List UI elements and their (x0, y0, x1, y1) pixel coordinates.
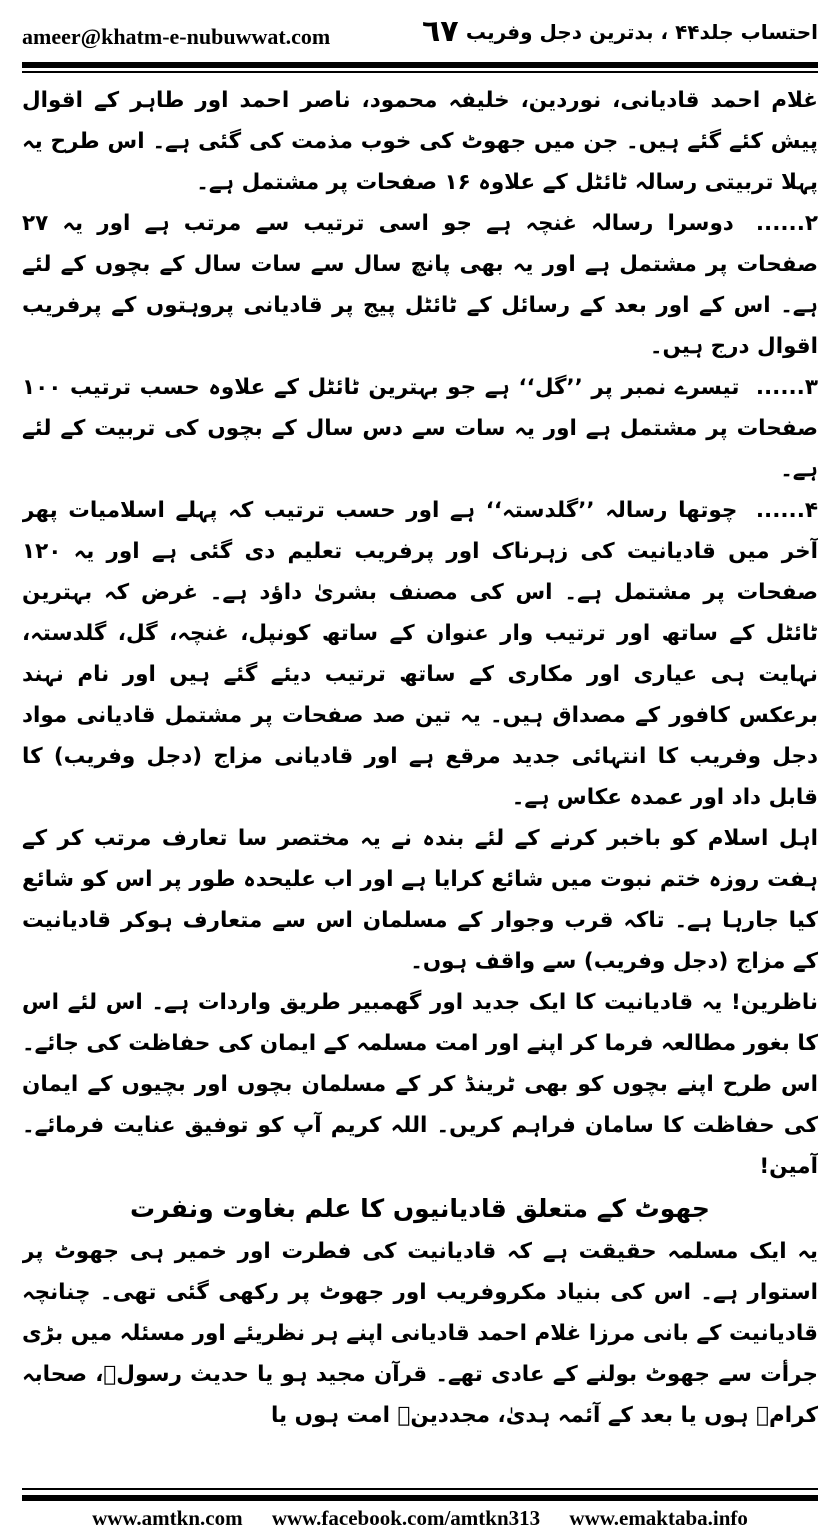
footer-rule-thick (22, 1495, 818, 1501)
section-heading: جھوٹ کے متعلق قادیانیوں کا علم بغاوت ونفرت (130, 1194, 710, 1223)
page-header (22, 14, 818, 58)
item-number: ۴...... (755, 498, 818, 523)
page-body (22, 80, 818, 1460)
page-number: ٦٧ (422, 14, 459, 49)
header-rule-thin (22, 71, 818, 73)
item-text: دوسرا رسالہ غنچہ ہے جو اسی ترتیب سے مرتب ہے اور یہ ۲۷ صفحات پر مشتمل ہے اور یہ بھی پانچ سال سے سات سال کے بچوں کے لئے ہے۔ اس کے اور بعد کے رسائل کے ٹائٹل پیج پر قادیانی پروہتوں کے پرفریب اقوال درج ہیں۔ (22, 211, 818, 359)
item-number: ۳...... (755, 375, 818, 400)
item-number: ۲...... (755, 211, 818, 236)
running-title: احتساب جلد۴۴ ، بدترین دجل وفریب (465, 20, 818, 44)
page-footer (22, 1506, 818, 1531)
footer-link-amtkn[interactable]: www.amtkn.com (92, 1506, 243, 1530)
item-text: تیسرے نمبر پر ’’گل‘‘ ہے جو بہترین ٹائٹل کے علاوہ حسب ترتیب ۱۰۰ صفحات پر مشتمل ہے اور یہ سات سے دس سال کے بچوں کی تربیت کے لئے ہے۔ (22, 375, 818, 482)
body-paragraph: ناظرین! یہ قادیانیت کا ایک جدید اور گھمبیر طریق واردات ہے۔ اس لئے اس کا بغور مطالعہ فرما کر اپنے اور امت مسلمہ کے ایمان کی حفاظت کی جائے۔ اس طرح اپنے بچوں کو بھی ٹرینڈ کر کے مسلمان بچوں اور بچیوں کے ایمان کی حفاظت کا سامان فراہم کریں۔ اللہ کریم آپ کو توفیق عنایت فرمائے۔ آمین! (22, 990, 818, 1179)
body-paragraph: غلام احمد قادیانی، نوردین، خلیفہ محمود، ناصر احمد اور طاہر کے اقوال پیش کئے گئے ہیں۔ جن میں جھوٹ کی خوب مذمت کی گئی ہے۔ اس طرح یہ پہلا تربیتی رسالہ ٹائٹل کے علاوہ ۱۶ صفحات پر مشتمل ہے۔ (22, 88, 818, 195)
list-item (22, 367, 818, 490)
footer-rule-thin (22, 1488, 818, 1490)
list-item (22, 490, 818, 818)
header-email: ameer@khatm-e-nubuwwat.com (22, 24, 331, 49)
body-paragraph: یہ ایک مسلمہ حقیقت ہے کہ قادیانیت کی فطرت اور خمیر ہی جھوٹ پر استوار ہے۔ اس کی بنیاد مکروفریب اور جھوٹ پر رکھی گئی تھی۔ چنانچہ قادیانیت کے بانی مرزا غلام احمد قادیانی اپنے ہر نظریئے اور مسئلہ میں بڑی جرأت سے جھوٹ بولنے کے عادی تھے۔ قرآن مجید ہو یا حدیث رسولؐ، صحابہ کرامؓ ہوں یا بعد کے آئمہ ہدیٰ، مجددینؒ امت ہوں یا (22, 1239, 818, 1428)
body-paragraph: اہل اسلام کو باخبر کرنے کے لئے بندہ نے یہ مختصر سا تعارف مرتب کر کے ہفت روزہ ختم نبوت میں شائع کرایا ہے اور اب علیحدہ طور پر اس کو شائع کیا جارہا ہے۔ تاکہ قرب وجوار کے مسلمان اس سے متعارف ہوکر قادیانیت کے مزاج (دجل وفریب) سے واقف ہوں۔ (22, 826, 818, 974)
footer-link-emaktaba[interactable]: www.emaktaba.info (569, 1506, 748, 1530)
header-rule-thick (22, 62, 818, 68)
item-text: چوتھا رسالہ ’’گلدستہ‘‘ ہے اور حسب ترتیب کہ پہلے اسلامیات پھر آخر میں قادیانیت کی زہرناک اور پرفریب تعلیم دی گئی ہے اور یہ ۱۲۰ صفحات پر مشتمل ہے۔ اس کی مصنف بشریٰ داؤد ہے۔ غرض کہ بہترین ٹائٹل کے ساتھ اور ترتیب وار عنوان کے ساتھ کونپل، غنچہ، گل، گلدستہ، نہایت ہی عیاری اور مکاری کے ساتھ ترتیب دیئے گئے ہیں اور نام نہند برعکس کافور کے مصداق ہیں۔ یہ تین صد صفحات پر مشتمل قادیانی مواد دجل وفریب کا انتہائی جدید مرقع ہے اور قادیانی مزاج (دجل وفریب) کا قابل داد اور عمدہ عکاس ہے۔ (22, 498, 818, 810)
footer-link-facebook[interactable]: www.facebook.com/amtkn313 (271, 1506, 541, 1530)
list-item (22, 203, 818, 367)
